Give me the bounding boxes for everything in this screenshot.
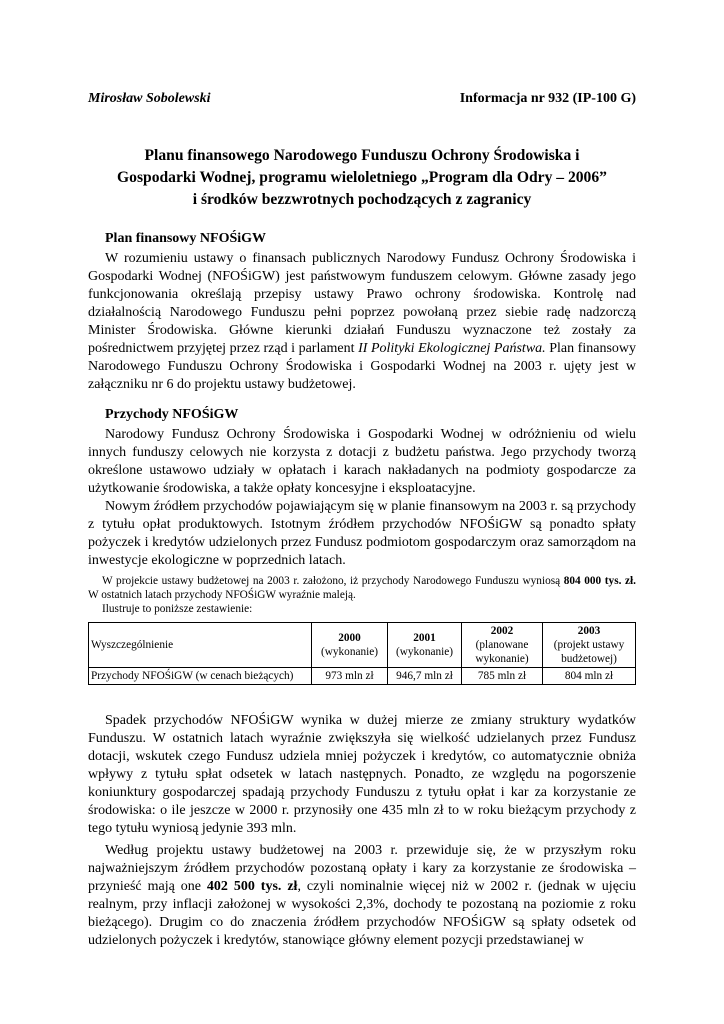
table-header-row (89, 623, 636, 668)
revenue-table (88, 622, 636, 685)
section-plan (88, 230, 636, 394)
year-sub: (wykonanie) (395, 646, 454, 658)
text-span: W ostatnich latach przychody NFOŚiGW wyraźnie maleją. (88, 589, 356, 601)
paragraph (88, 250, 636, 394)
info-number: Informacja nr 932 (IP-100 G) (459, 91, 636, 106)
year-label: 2002 (490, 625, 514, 637)
year-label: 2000 (338, 632, 361, 644)
table-cell: 785 mln zł (462, 668, 543, 685)
section-heading-plan: Plan finansowy NFOŚiGW (105, 231, 267, 246)
table-cell: Przychody NFOŚiGW (w cenach bieżących) (89, 668, 312, 685)
note-paragraph: Ilustruje to poniższe zestawienie: (102, 603, 253, 615)
author-name: Mirosław Sobolewski (88, 91, 211, 106)
year-sub: (planowane wykonanie) (475, 639, 529, 665)
table-header-cell: Wyszczególnienie (89, 623, 312, 668)
table-header-cell (543, 623, 636, 668)
paragraph: Nowym źródłem przychodów pojawiającym się w planie finansowym na 2003 r. są przychody z tytułu opłat produktowych. Istotnym źródłem przychodów NFOŚiGW są ponadto spłaty pożyczek i kredytów udzielonych przez Fundusz podmiotom gospodarczym oraz samorządom na inwestycje ekologiczne w poprzednich latach. (88, 499, 636, 568)
section-analysis (88, 712, 636, 950)
text-span: W rozumieniu ustawy o finansach publicznych Narodowy Fundusz Ochrony Środowiska i Gospodarki Wodnej (NFOŚiGW) jest państwowym funduszem celowym. Główne zasady jego funkcjonowania określają przepisy ustawy Prawo ochrony środowiska. Kontrolę nad działalnością Narodowego Funduszu pełni poprzez powołaną przez siebie radę nadzorczą Minister Środowiska. Główne kierunki działań Funduszu wyznaczone też zostały za pośrednictwem przyjętej przez rząd i parlament (88, 251, 636, 356)
section-heading-revenue: Przychody NFOŚiGW (105, 407, 239, 422)
paragraph: Narodowy Fundusz Ochrony Środowiska i Gospodarki Wodnej w odróżnieniu od wielu innych funduszy celowych nie korzysta z dotacji z budżetu państwa. Jego przychody tworzą określone ustawowo udziały w opłatach i karach nakładanych na podmioty gospodarcze za użytkowanie środowiska, a także opłaty koncesyjne i eksploatacyjne. (88, 427, 636, 496)
text-span: Plan finansowy Narodowego Funduszu Ochrony Środowiska i Gospodarki Wodnej na 2003 r. ujęty jest w załączniku nr 6 do projektu ustawy budżetowej. (88, 341, 636, 392)
section-revenue (88, 406, 636, 685)
text-span: W projekcie ustawy budżetowej na 2003 r. założono, iż przychody Narodowego Funduszu wyniosą (102, 575, 564, 587)
table-cell: 804 mln zł (543, 668, 636, 685)
table-cell: 973 mln zł (312, 668, 388, 685)
table-header-cell (462, 623, 543, 668)
table-cell: 946,7 mln zł (388, 668, 462, 685)
note-paragraph (88, 574, 636, 602)
table-header-cell (312, 623, 388, 668)
title-line-3: i środków bezzwrotnych pochodzących z zagranicy (192, 191, 532, 208)
bold-amount: 804 000 tys. zł. (563, 575, 636, 587)
year-label: 2001 (413, 632, 436, 644)
text-span: Według projektu ustawy budżetowej na 2003 r. przewiduje się, że w przyszłym roku najważniejszym źródłem przychodów pozostaną opłaty i kary za korzystanie ze środowiska – przynieść mają one (88, 843, 636, 894)
paragraph (88, 842, 636, 950)
year-sub: (wykonanie) (320, 646, 379, 658)
document-title (88, 145, 636, 211)
year-sub: (projekt ustawy budżetowej) (553, 639, 625, 665)
paragraph: Spadek przychodów NFOŚiGW wynika w dużej mierze ze zmiany struktury wydatków Funduszu. W ostatnich latach wyraźnie zwiększyła się wielkość udzielanych przez Fundusz dotacji, wskutek czego Fundusz udziela mniej pożyczek i kredytów, co automatycznie obniża wpływy z tytułu spłat odsetek w latach następnych. Ponadto, ze względu na pogorszenie koniunktury gospodarczej spadają przychody Funduszu z tytułu opłat i kar za korzystanie ze środowiska: o ile jeszcze w 2000 r. przynosiły one 435 mln zł to w roku bieżącym przychody z tego tytułu wyniosą jedynie 393 mln. (88, 713, 636, 836)
text-span: , czyli nominalnie więcej niż w 2002 r. (jednak w ujęciu realnym, przy inflacji założonej w wysokości 2,3%, dochody te pozostaną na poziomie z roku bieżącego). Drugim co do znaczenia źródłem przychodów NFOŚiGW są spłaty odsetek od udzielonych pożyczek i kredytów, stanowiące główny element pozycji przedstawianej w (88, 879, 637, 948)
table-row (89, 668, 636, 685)
title-line-1: Planu finansowego Narodowego Funduszu Ochrony Środowiska i (144, 147, 580, 164)
table-header-cell (388, 623, 462, 668)
title-line-2: Gospodarki Wodnej, programu wieloletniego „Program dla Odry – 2006” (117, 169, 607, 186)
italic-title: II Polityki Ekologicznej Państwa. (358, 341, 546, 356)
year-label: 2003 (577, 625, 601, 637)
bold-amount: 402 500 tys. zł (206, 879, 298, 894)
